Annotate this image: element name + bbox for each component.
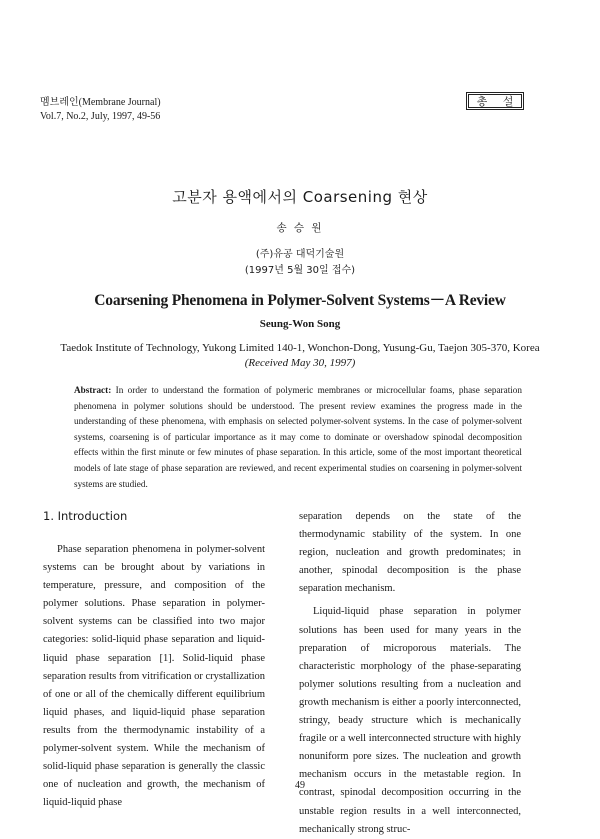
- affiliation-english: Taedok Institute of Technology, Yukong Limited 140-1, Wonchon-Dong, Yusung-Gu, Taejon 305-370, Korea: [60, 342, 540, 354]
- body-paragraph: separation depends on the state of the thermodynamic stability of the system. In one region, nucleation and growth predominates; in another, spinodal decomposition is the phase separation mechanism.: [299, 511, 521, 595]
- received-date-english: (Received May 30, 1997): [244, 357, 356, 369]
- body-paragraph: Liquid-liquid phase separation in polymer solutions has been used for many years in the preparation of microporous materials. The characteristic morphology of the phase-separating polymer solutions resulting from a nucleation and growth mechanism is either a poorly interconnected, stringy, beady structure which is mechanically fragile or a well interconnected structure with highly nonuniform pore sizes. The nucleation and growth mechanism occurs in the metastable region. In contrast, spinodal decomposition occurring in the unstable region results in a well interconnected, mechanically strong struc-: [299, 606, 521, 835]
- author-korean: 송 승 원: [276, 222, 324, 234]
- author-english: Seung-Won Song: [259, 318, 341, 330]
- left-column: [43, 508, 265, 812]
- body-paragraph: Phase separation phenomena in polymer-solvent systems can be brought about by variations in temperature, pressure, and composition of the polymer solutions. Phase separation in polymer-solvent systems can be classified into two major categories: solid-liquid phase separation and liquid-liquid phase separation [1]. Solid-liquid phase separation results from vitrification or crystallization of one or all of the chemically different equilibrium liquid phases, and liquid-liquid phase separation results from the thermodynamic instability of a polymer-solvent system. While the mechanism of solid-liquid phase separation is generally the classic one of nucleation and growth, the mechanism of liquid-liquid phase: [43, 544, 265, 809]
- journal-name: 멤브레인(Membrane Journal): [40, 97, 161, 108]
- page-number: 49: [295, 780, 305, 791]
- title-korean: 고분자 용액에서의 Coarsening 현상: [172, 188, 428, 206]
- section-title: 1. Introduction: [43, 509, 128, 523]
- abstract: [74, 383, 522, 492]
- abstract-text: In order to understand the formation of polymeric membranes or microcellular foams, phase separation phenomena in polymer solutions should be understood. The present review examines the progress made in the understanding of these phenomena, with emphasis on selected polymer-solvent systems. In the case of polymer-solvent systems, coarsening is of particular importance as it may come to dominate or overshadow spinodal decomposition effects within the first minute or few minutes of phase separation. In this article, some of the most important theoretical models of late stage of phase separation are reviewed, and recent experimental studies on coarsening in polymer-solvent systems are studied.: [74, 385, 522, 489]
- journal-header: [40, 96, 161, 124]
- category-badge-label: 총 설: [468, 94, 522, 108]
- affiliation-korean: (주)유공 대덕기술원: [255, 249, 345, 260]
- abstract-label: Abstract:: [74, 385, 112, 395]
- received-date-korean: (1997년 5월 30일 접수): [244, 265, 356, 276]
- category-badge: [466, 92, 524, 110]
- journal-volume-info: Vol.7, No.2, July, 1997, 49-56: [40, 111, 161, 122]
- title-english: Coarsening Phenomena in Polymer-Solvent Systems－A Review: [94, 292, 506, 309]
